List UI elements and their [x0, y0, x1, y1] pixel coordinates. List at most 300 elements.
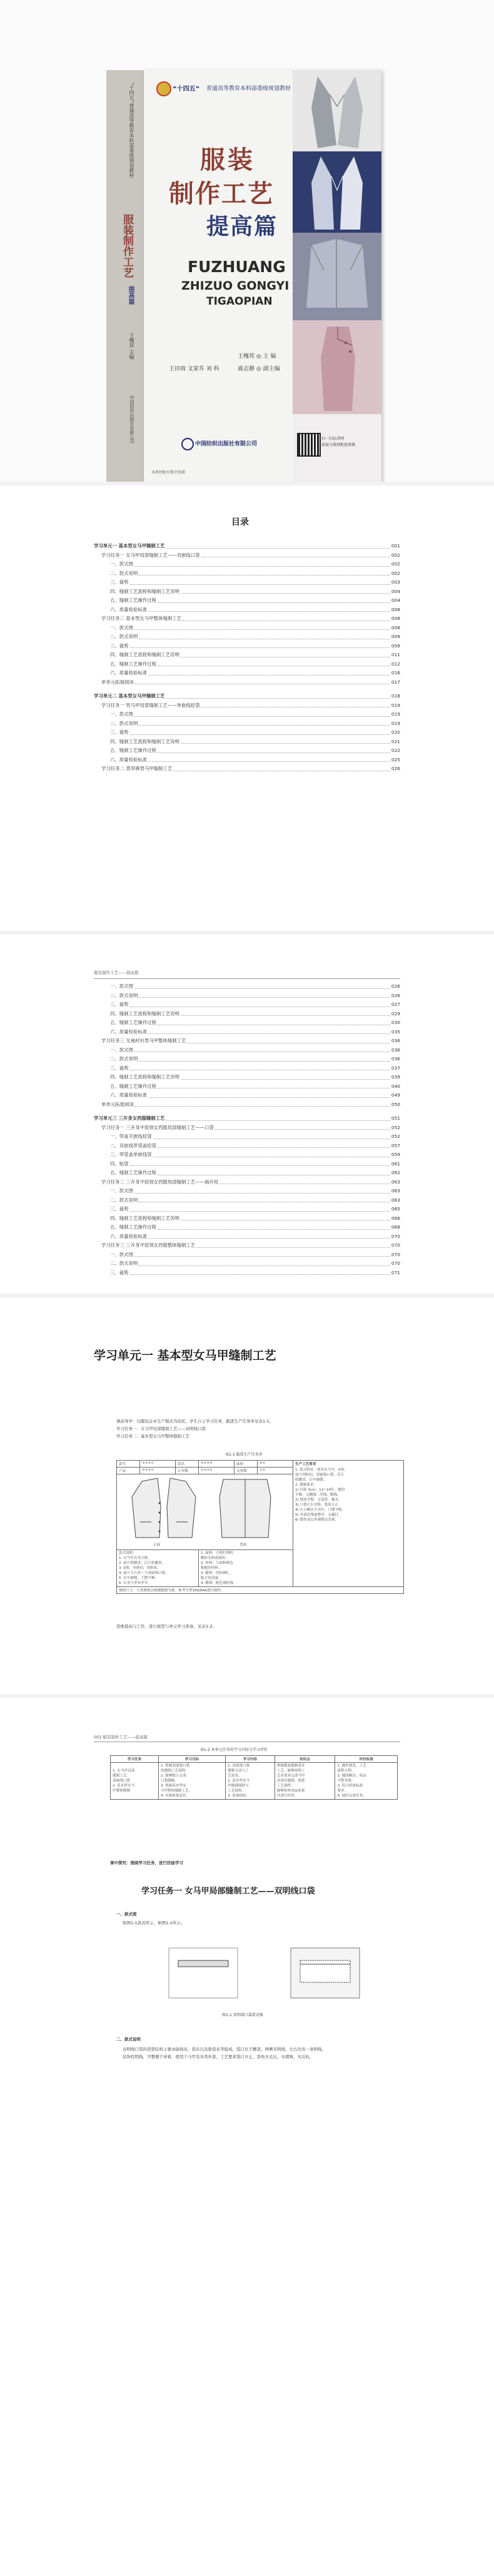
toc-entry[interactable] [94, 1232, 400, 1242]
cell-line: 甲缝制流程与 [228, 1784, 249, 1788]
form-value: ×××× [199, 1468, 234, 1474]
spine-publisher: 中国纺织出版社有限公司 [129, 395, 134, 444]
toc-entry-title: 学习单元二 基本型女马甲缝制工艺 [94, 693, 165, 699]
cell-line: 3) 口袋左右对称，袋角方正。 [295, 1503, 342, 1507]
pinyin-line-3: TIGAOPIAN [206, 295, 273, 308]
cell-line: 4. 具备质量意识。 [161, 1794, 190, 1798]
toc-entry-title: 五、缝制工艺操作过程 [110, 1224, 156, 1230]
book-front-cover [144, 70, 381, 483]
toc-entry-title: 一、款式图 [110, 711, 133, 717]
right-column-title: 生产工艺要求 [295, 1463, 316, 1466]
toc-leader [158, 1147, 390, 1148]
toc-entry-page: 062 [391, 1170, 400, 1175]
toc-entry[interactable] [94, 1123, 400, 1133]
toc-entry-page: 026 [391, 766, 400, 771]
cell-line: 掌握服装缝制基本 [276, 1764, 305, 1768]
cell-line: 平顺，无跳线、浮线、断线。 [295, 1493, 341, 1497]
cell-line: 工艺流程。 [276, 1784, 295, 1788]
toc-entry[interactable] [94, 692, 400, 701]
section-2-text [123, 2046, 398, 2061]
rule [94, 978, 400, 979]
toc-entry-title: 二、款式说明 [110, 992, 138, 998]
toc-leader [166, 1120, 390, 1121]
toc-entry-title: 五、缝制工艺操作过程 [110, 1083, 156, 1089]
toc-entry-title: 六、质量检验标准 [110, 1233, 148, 1239]
cell-line: 3. 辅料：纽扣4粒， [201, 1571, 232, 1575]
cell-lines [228, 1763, 273, 1798]
toc-entry[interactable] [94, 1037, 400, 1046]
toc-entry-title: 单单元拓展阅读 [101, 1101, 134, 1107]
spine-authors: 王槐邦 主编 [129, 333, 134, 360]
form-footer: 规格尺寸：大货规格以检测数据为准，参考号型160/84A进行制作。 [117, 1587, 404, 1594]
toc-entry-title: 四、缝制工艺流程和缝制工艺说明 [110, 1010, 179, 1017]
toc-entry[interactable] [94, 756, 400, 765]
toc-entry[interactable] [94, 1250, 400, 1260]
toc-leader [181, 743, 390, 744]
toc-leader [166, 548, 390, 549]
toc-entry-page: 066 [391, 1215, 400, 1221]
toc-leader [181, 593, 390, 594]
toc-entry-title: 学习任务二 基本型女马甲整体缝制工艺 [101, 616, 181, 621]
table-cell [226, 1763, 275, 1800]
toc-entry-page: 017 [391, 679, 400, 685]
author-vice-2: 戚志静 ◎ 副主编 [238, 366, 280, 372]
toc-leader [130, 647, 390, 648]
cell-line: 3. 质量检验。 [228, 1794, 250, 1798]
toc-entry-title: 四、缝制工艺流程和缝制工艺说明 [110, 1215, 179, 1221]
toc-entry-page: 008 [391, 606, 400, 612]
toc-leader [196, 1247, 390, 1248]
qr-caption-2: 获取与教材配套资源 [321, 443, 356, 447]
jacket-illustration-icon [293, 70, 381, 151]
toc-entry-title: 学习任务一 女马甲局部缝制工艺——双嵌线口袋 [101, 552, 200, 558]
toc-entry-title: 三、裁剪 [110, 1269, 129, 1275]
spine-subtitle: 提高篇 [127, 286, 134, 305]
qr-code-icon [297, 433, 321, 457]
toc-entry-page: 070 [391, 1260, 400, 1266]
toc-entry-page: 057 [391, 1142, 400, 1149]
toc-leader [148, 1238, 390, 1239]
toc-entry-title: 一、款式图 [110, 1047, 133, 1053]
toc-entry[interactable] [94, 746, 400, 756]
cell-line: 马甲整体缝制工艺。 [161, 1789, 193, 1793]
toc-leader [148, 761, 390, 762]
toc-entry-page: 027 [391, 1001, 400, 1007]
production-form [116, 1460, 404, 1594]
shirt-illustration-icon [293, 233, 381, 320]
left-notes [119, 1551, 196, 1586]
cell-line: 2. 缝制要求： [295, 1483, 318, 1487]
spine-series: “十四五”普通高等教育本科部委级规划教材 [129, 83, 134, 178]
toc-entry-page: 071 [391, 1269, 400, 1275]
toc-entry-page: 052 [391, 1124, 400, 1130]
production-table [116, 1460, 404, 1594]
toc-entry[interactable] [94, 1214, 400, 1224]
toc-entry[interactable] [94, 678, 400, 687]
form-label: 交货期 [234, 1468, 258, 1474]
toc-entry-title: 一、款式图 [110, 1251, 133, 1257]
title-line-3: 提高篇 [206, 214, 278, 240]
toc-entry-title: 六、质量检验标准 [110, 756, 148, 763]
cell-line: 2. 里料：与面料颜色 [201, 1561, 233, 1565]
pocket-figure-icon [156, 1935, 369, 2011]
toc-list-1 [94, 542, 400, 774]
toc-entry-page: 036 [391, 1056, 400, 1062]
toc-entry-page: 026 [391, 992, 400, 998]
toc-entry-title: 四、缝制工艺流程和缝制工艺说明 [110, 652, 179, 657]
objectives-table-wrap [110, 1755, 398, 1800]
figure-1-1 [156, 1935, 369, 2011]
toc-leader [215, 1129, 390, 1130]
sketch-front-label: 正面 [153, 1543, 161, 1547]
toc-entry-page: 002 [391, 570, 400, 576]
title-line-2: 制作工艺 [169, 180, 274, 208]
toc-entry-page: 070 [391, 1233, 400, 1239]
toc-entry-page: 051 [391, 1115, 400, 1121]
toc-entry-title: 三、裁剪 [110, 1001, 129, 1007]
toc-entry-title: 三、裁剪 [110, 1065, 129, 1071]
cell-line: 收腰省，后中破缝。 [295, 1478, 327, 1482]
toc-entry-page: 019 [391, 711, 400, 717]
form-label: 款名 [176, 1461, 199, 1468]
toc-leader [148, 1033, 390, 1034]
section-2-heading: 二、款式说明 [116, 2037, 141, 2042]
cell-line: 并进行评价。 [276, 1794, 298, 1798]
book-spine [106, 70, 144, 483]
toc-entry[interactable] [94, 1082, 400, 1092]
form-value: ×××× [140, 1461, 176, 1468]
toc-entry-title: 学习任务二 背带裤男马甲缝制工艺 [101, 766, 173, 771]
toc-entry-page: 029 [391, 1010, 400, 1017]
unit-page-2 [0, 1698, 494, 2576]
toc-entry[interactable] [94, 1160, 400, 1169]
toc-entry-page: 049 [391, 1092, 400, 1098]
toc-leader [153, 1138, 390, 1139]
toc-entry[interactable] [94, 1018, 400, 1028]
toc-entry-page: 052 [391, 1133, 400, 1139]
toc-entry-page: 068 [391, 1224, 400, 1230]
cell-line: 4. 前片左右各一个双嵌线口袋。 [119, 1571, 169, 1575]
running-head: 002 服装制作工艺——提高篇 [94, 1735, 148, 1740]
toc-entry[interactable] [94, 569, 400, 579]
title-line-1: 服装 [200, 146, 255, 175]
toc-entry[interactable] [94, 982, 400, 991]
cell-line: 要求。 [337, 1789, 348, 1793]
toc-entry-title: 三、裁剪 [110, 579, 129, 585]
sketch-cell [117, 1474, 293, 1550]
cell-line: 5) 各部位线迹整齐，无漏针。 [295, 1513, 342, 1517]
toc-entry[interactable] [94, 596, 400, 606]
toc-entry[interactable] [94, 578, 400, 587]
section-1-text: 如图1-1款式所示，如图1-1所示。 [123, 1920, 185, 1925]
toc-entry[interactable] [94, 614, 400, 624]
toc-entry-title: 二、款式说明 [110, 720, 138, 726]
toc-entry-title: 学习任务二 三开身平驳领女西服局部缝制工艺——袖开衩 [101, 1179, 219, 1185]
toc-entry[interactable] [94, 1055, 400, 1064]
toc-entry-title: 三、裁剪 [110, 1206, 129, 1212]
table-header: 知识点 [275, 1756, 335, 1763]
toc-entry-title: 四、缝制工艺流程和缝制工艺说明 [110, 1074, 179, 1080]
paragraph-line: 装饰性明线，平整便于穿着，使用于马甲及各类外套，工艺要求袋口方正，袋角无毛出，无褶皱，无反吐。 [123, 2054, 314, 2059]
table-header: 学习目标 [159, 1756, 226, 1763]
toc-entry[interactable] [94, 551, 400, 560]
toc-entry[interactable] [94, 1073, 400, 1082]
figure-caption: 图1-1 双明线口袋款式图 [222, 2013, 263, 2017]
sketch-back-label: 背面 [239, 1543, 247, 1547]
toc-entry-title: 学习任务一 三开身平驳领女西服局部缝制工艺——口袋 [101, 1124, 214, 1130]
toc-entry-page: 019 [391, 720, 400, 726]
toc-entry-title: 四、贴袋 [110, 1160, 129, 1167]
toc-entry-page: 001 [391, 543, 400, 549]
toc-page-1 [0, 485, 494, 771]
toc-entry[interactable] [94, 587, 400, 597]
toc-entry[interactable] [94, 1046, 400, 1055]
toc-entry-title: 六、质量检验标准 [110, 670, 148, 676]
toc-entry-title: 学习任务三 无袖衬衫男马甲整体缝制工艺 [101, 1038, 186, 1043]
toc-entry[interactable] [94, 606, 400, 615]
toc-entry-title: 二、款式说明 [110, 1197, 138, 1203]
cell-line: 2. 前片收腰省，后片收腰省。 [119, 1561, 166, 1565]
after-table-text: 思维提高与工作，进行板型与单元学习准备，见表1-2。 [116, 1624, 217, 1629]
toc-entry-title: 二、款式说明 [110, 634, 138, 639]
toc-entry[interactable] [94, 764, 400, 774]
toc-entry-page: 004 [391, 597, 400, 603]
vest-sketch-icon [123, 1478, 286, 1541]
toc-gap [94, 687, 400, 692]
cell-line: 4. 按时完成任务。 [337, 1794, 366, 1798]
toc-entry-page: 002 [391, 561, 400, 567]
toc-leader [148, 611, 390, 612]
toc-entry-title: 一、款式图 [110, 624, 133, 631]
toc-entry[interactable] [94, 1150, 400, 1160]
toc-entry[interactable] [94, 1178, 400, 1187]
section-1-heading: 一、款式图 [116, 1912, 137, 1917]
toc-entry-page: 021 [391, 738, 400, 744]
toc-entry[interactable] [94, 632, 400, 642]
toc-entry-page: 026 [391, 983, 400, 989]
toc-entry-title: 一、款式图 [110, 561, 133, 567]
toc-leader [148, 1097, 390, 1098]
toc-entry-page: 020 [391, 729, 400, 735]
table-cell [335, 1763, 398, 1800]
cell-line: 6) 整件成衣外观整洁美观。 [295, 1518, 339, 1522]
toc-leader [148, 675, 390, 676]
toc-entry-title: 一、款式图 [110, 983, 133, 989]
toc-leader [134, 629, 390, 630]
cell-line: 2) 熨烫平整，无烫黄、极光。 [295, 1498, 342, 1502]
series-badge: “十四五” [173, 86, 200, 93]
cell-line: 艺要求。 [228, 1774, 242, 1778]
toc-entry-page: 036 [391, 1038, 400, 1043]
cell-line: 工艺说明。 [228, 1789, 246, 1793]
toc-leader [130, 1165, 390, 1166]
form-value: ×× [258, 1468, 293, 1474]
toc-entry-page: 063 [391, 1188, 400, 1194]
author-vice-1: 王田雨 文家乔 刘 科 [169, 366, 219, 372]
toc-entry-title: 五、缝制工艺操作过程 [110, 1170, 156, 1175]
toc-entry-page: 070 [391, 1242, 400, 1248]
mid-notes [201, 1551, 291, 1586]
intro-line: 学习任务一：女马甲局部缝制工艺——双明线口袋 [116, 1426, 206, 1431]
cell-line: 2. 能够独立完成 [161, 1774, 186, 1778]
toc-entry[interactable] [94, 1132, 400, 1142]
toc-entry-page: 009 [391, 642, 400, 649]
toc-entry[interactable] [94, 642, 400, 651]
form-value: ×××× [140, 1468, 176, 1474]
toc-leader [130, 584, 390, 585]
toc-entry[interactable] [94, 1114, 400, 1123]
toc-entry-title: 二、款式说明 [110, 1260, 138, 1266]
series-title: 普通高等教育本科部委级规划教材 [206, 86, 291, 92]
table-caption: 表1-1 服装生产任务单 [225, 1453, 263, 1457]
toc-entry-page: 011 [391, 652, 400, 657]
toc-leader [134, 716, 390, 717]
toc-entry-title: 单单元拓展阅读 [101, 679, 134, 685]
qr-caption-1: 扫一扫品讲网 [321, 437, 345, 441]
toc-entry-page: 003 [391, 579, 400, 585]
cell-line: 1) 针距 3cm，12~14针，缝份 [295, 1488, 345, 1492]
toc-entry[interactable] [94, 701, 400, 711]
toc-entry[interactable] [94, 1100, 400, 1110]
toc-entry[interactable] [94, 1223, 400, 1232]
unit-intro [116, 1417, 398, 1440]
table-header: 评价标准 [335, 1756, 398, 1763]
toc-entry-page: 019 [391, 702, 400, 708]
toc-entry-title: 四、缝制工艺流程和缝制工艺说明 [110, 738, 179, 744]
toc-entry-title: 六、质量检验标准 [110, 606, 148, 612]
cell-line: 精纺毛料或混纺。 [201, 1556, 229, 1560]
book-cover-section [0, 0, 494, 482]
toc-entry[interactable] [94, 560, 400, 569]
toc-entry[interactable] [94, 1259, 400, 1269]
toc-entry[interactable] [94, 651, 400, 660]
toc-entry-title: 五、缝制工艺操作过程 [110, 1020, 156, 1025]
cell-line: 5. 后中破缝，下摆平顺。 [119, 1576, 159, 1580]
toc-entry[interactable] [94, 624, 400, 633]
toc-entry[interactable] [94, 1241, 400, 1250]
toc-heading: 目录 [231, 517, 249, 527]
toc-leader [139, 725, 390, 726]
task-heading: 学习任务一 女马甲局部缝制工艺——双明线口袋 [141, 1887, 315, 1896]
cell-line: 流程合理。 [337, 1769, 355, 1773]
cell-line: 的缝制工艺流程。 [161, 1769, 189, 1773]
toc-entry-page: 004 [391, 588, 400, 594]
cell-lines [161, 1763, 223, 1798]
toc-leader [158, 602, 390, 603]
form-label: 订单数 [176, 1468, 199, 1474]
toc-entry[interactable] [94, 1205, 400, 1214]
toc-entry[interactable] [94, 1269, 400, 1278]
toc-entry-page: 016 [391, 670, 400, 676]
toc-entry[interactable] [94, 728, 400, 738]
toc-entry[interactable] [94, 1169, 400, 1178]
toc-entry-page: 040 [391, 1083, 400, 1089]
toc-leader [139, 575, 390, 576]
toc-leader [139, 997, 390, 998]
cell-line: 前片四粒扣，双嵌线口袋，后片 [295, 1473, 345, 1477]
intro-line: 课前导学：以服装企业生产模式为依托，学生自主学习任务，跟进生产任务单见表1-1。 [116, 1419, 274, 1424]
toc-leader [134, 1256, 390, 1257]
toc-entry-page: 063 [391, 1179, 400, 1185]
toc-entry[interactable] [94, 542, 400, 551]
blazer-illustration-icon [293, 151, 381, 233]
toc-leader [130, 1274, 390, 1275]
toc-entry[interactable] [94, 1028, 400, 1037]
toc-leader [181, 1015, 390, 1016]
mid-notes-cell [199, 1550, 293, 1587]
toc-leader [134, 566, 390, 567]
cell-line: 平整美观。 [337, 1779, 355, 1783]
toc-entry-title: 三、裁剪 [110, 642, 129, 649]
cell-lines [337, 1763, 395, 1798]
toc-entry-page: 030 [391, 1020, 400, 1025]
form-value: ×× [258, 1461, 293, 1468]
toc-entry-page: 050 [391, 1101, 400, 1107]
cover-panel-qipao [293, 320, 381, 414]
toc-entry-title: 学习任务三 三开身平驳领女西服整体缝制工艺 [101, 1242, 196, 1248]
unit-page-1 [0, 1297, 494, 1654]
cell-lines [277, 1763, 333, 1798]
toc-entry[interactable] [94, 710, 400, 719]
toc-entry-title: 二、双嵌线带袋盖挖袋 [110, 1142, 156, 1149]
toc-entry[interactable] [94, 660, 400, 669]
cell-line: 1. 掌握双嵌线口袋 [161, 1764, 190, 1768]
toc-entry[interactable] [94, 1064, 400, 1073]
toc-entry-title: 三、裁剪 [110, 729, 129, 735]
cell-line: 相配的里料。 [201, 1566, 222, 1570]
table-cell [159, 1763, 226, 1800]
qipao-illustration-icon [293, 320, 381, 414]
toc-leader [158, 1229, 390, 1230]
toc-entry-page: 012 [391, 661, 400, 667]
right-column-lines [295, 1468, 401, 1523]
toc-entry-title: 六、质量检验标准 [110, 1028, 148, 1035]
toc-entry[interactable] [94, 719, 400, 729]
toc-entry-title: 二、款式说明 [110, 570, 138, 576]
toc-entry[interactable] [94, 669, 400, 678]
toc-entry[interactable] [94, 738, 400, 747]
toc-entry[interactable] [94, 1196, 400, 1205]
toc-entry[interactable] [94, 991, 400, 1001]
form-label: 面料 [234, 1461, 258, 1468]
toc-entry-title: 学习单元一 基本型女马甲缝制工艺 [94, 543, 165, 549]
cover-panel-shirt [293, 233, 381, 320]
toc-entry-title: 学习任务一 男马甲局部缝制工艺——单嵌线挖袋 [101, 702, 200, 708]
toc-entry[interactable] [94, 1000, 400, 1010]
toc-entry-page: 070 [391, 1251, 400, 1257]
toc-entry-page: 037 [391, 1065, 400, 1071]
cell-line: 3. 符合质量标准 [337, 1784, 363, 1788]
toc-list-2 [94, 982, 400, 1277]
toc-leader [139, 1265, 390, 1266]
toc-entry[interactable] [94, 1142, 400, 1151]
toc-entry[interactable] [94, 1010, 400, 1019]
publisher-name: 中国纺织出版社有限公司 [195, 441, 258, 447]
objectives-table [110, 1755, 398, 1800]
cell-line: 2. 缝线顺直，成品 [337, 1774, 366, 1778]
cell-line: 工艺，能够按照工 [276, 1769, 305, 1773]
toc-entry[interactable] [94, 1187, 400, 1196]
table-cell: 1. 女马甲局部 缝制工艺： 双嵌线口袋 2. 基本型女马 甲整体缝制 [111, 1763, 159, 1800]
form-label: 款号 [117, 1461, 140, 1468]
spine-title: 服装制作工艺 [121, 214, 133, 278]
toc-entry-page: 008 [391, 624, 400, 631]
table-cell [275, 1763, 335, 1800]
cover-panel-suit [293, 70, 381, 151]
toc-leader [181, 1079, 390, 1080]
cover-panel-blazer [293, 151, 381, 233]
toc-entry[interactable] [94, 1091, 400, 1100]
